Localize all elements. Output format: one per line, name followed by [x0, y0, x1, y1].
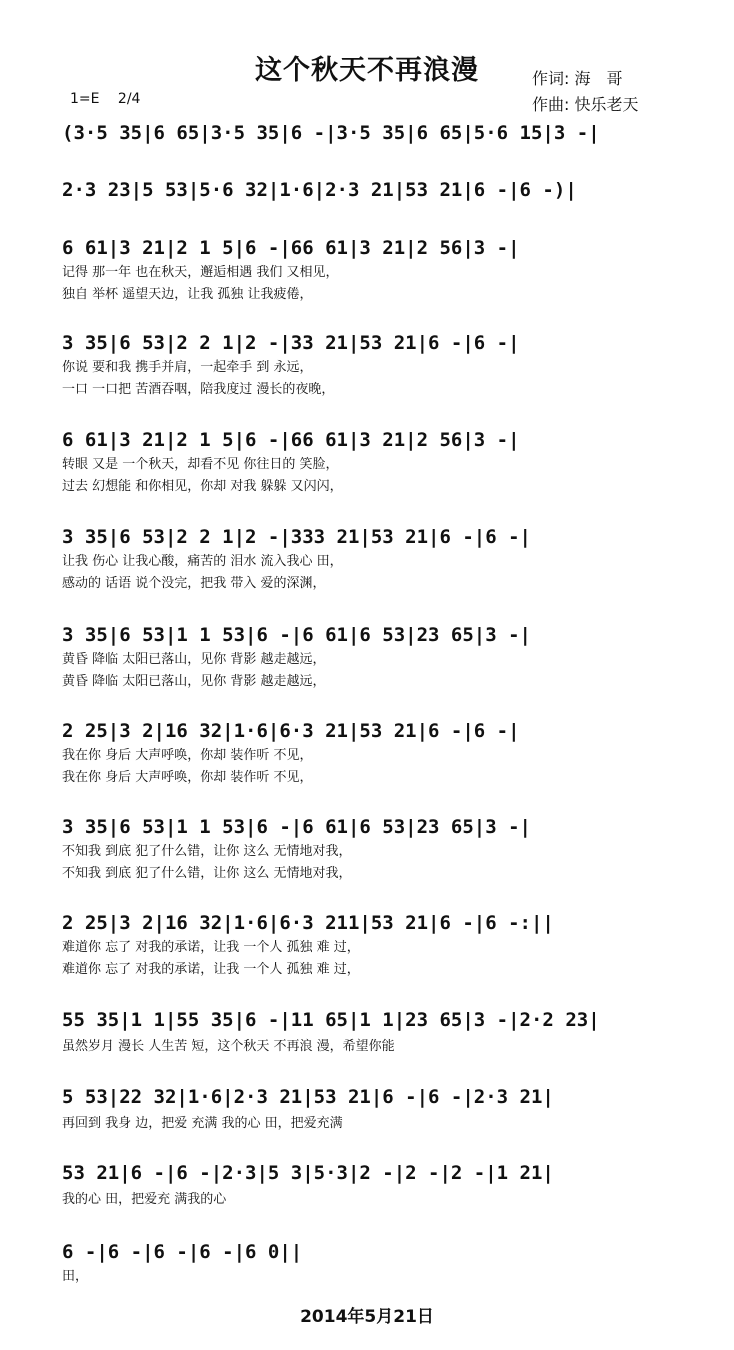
lyric-line: 不知我 到底 犯了什么错，让你 这么 无情地对我，: [62, 866, 352, 881]
notation-row: 3 35|6 53|2 2 1|2 -|333 21|53 21|6 -|6 -|: [62, 526, 531, 548]
notation-row: 3 35|6 53|1 1 53|6 -|6 61|6 53|23 65|3 -|: [62, 816, 531, 838]
song-title: 这个秋天不再浪漫: [255, 55, 479, 86]
notation-row: (3·5 35|6 65|3·5 35|6 -|3·5 35|6 65|5·6 15|3 -|: [62, 122, 600, 144]
lyric-line: 记得 那一年 也在秋天，邂逅相遇 我们 又相见，: [62, 265, 339, 280]
notation-row: 3 35|6 53|1 1 53|6 -|6 61|6 53|23 65|3 -|: [62, 624, 531, 646]
notation-row: 2·3 23|5 53|5·6 32|1·6|2·3 21|53 21|6 -|6 -)|: [62, 179, 577, 201]
lyric-line: 独自 举杯 遥望天边，让我 孤独 让我疲倦，: [62, 287, 313, 302]
notation-row: 3 35|6 53|2 2 1|2 -|33 21|53 21|6 -|6 -|: [62, 332, 520, 354]
lyric-line: 田，: [62, 1269, 89, 1284]
lyric-line: 感动的 话语 说个没完，把我 带入 爱的深渊，: [62, 576, 326, 591]
lyric-line: 虽然岁月 漫长 人生苦 短，这个秋天 不再浪 漫，希望你能: [62, 1039, 395, 1054]
lyricist-credit: 作词: 海 哥: [532, 69, 623, 88]
notation-row: 2 25|3 2|16 32|1·6|6·3 211|53 21|6 -|6 -:||: [62, 912, 554, 934]
lyric-line: 难道你 忘了 对我的承诺，让我 一个人 孤独 难 过，: [62, 962, 360, 977]
lyric-line: 我的心 田，把爱充 满我的心: [62, 1192, 227, 1207]
lyric-line: 你说 要和我 携手并肩，一起牵手 到 永远，: [62, 360, 313, 375]
lyric-line: 难道你 忘了 对我的承诺，让我 一个人 孤独 难 过，: [62, 940, 360, 955]
lyric-line: 我在你 身后 大声呼唤，你却 装作听 不见，: [62, 748, 313, 763]
lyric-line: 过去 幻想能 和你相见，你却 对我 躲躲 又闪闪，: [62, 479, 343, 494]
lyric-line: 转眼 又是 一个秋天，却看不见 你往日的 笑脸，: [62, 457, 339, 472]
notation-row: 55 35|1 1|55 35|6 -|11 65|1 1|23 65|3 -|2·2 23|: [62, 1009, 600, 1031]
notation-row: 6 61|3 21|2 1 5|6 -|66 61|3 21|2 56|3 -|: [62, 237, 520, 259]
notation-row: 6 -|6 -|6 -|6 -|6 0||: [62, 1241, 303, 1263]
lyric-line: 再回到 我身 边，把爱 充满 我的心 田，把爱充满: [62, 1116, 343, 1131]
lyric-line: 黄昏 降临 太阳已落山，见你 背影 越走越远，: [62, 652, 326, 667]
lyric-line: 黄昏 降临 太阳已落山，见你 背影 越走越远，: [62, 674, 326, 689]
composer-credit: 作曲: 快乐老天: [532, 95, 639, 114]
lyric-line: 不知我 到底 犯了什么错，让你 这么 无情地对我，: [62, 844, 352, 859]
lyric-line: 让我 伤心 让我心酸，痛苦的 泪水 流入我心 田，: [62, 554, 343, 569]
notation-row: 53 21|6 -|6 -|2·3|5 3|5·3|2 -|2 -|2 -|1 21|: [62, 1162, 554, 1184]
notation-row: 6 61|3 21|2 1 5|6 -|66 61|3 21|2 56|3 -|: [62, 429, 520, 451]
lyric-line: 我在你 身后 大声呼唤，你却 装作听 不见，: [62, 770, 313, 785]
footer-date: 2014年5月21日: [300, 1307, 434, 1327]
lyric-line: 一口 一口把 苦酒吞咽，陪我度过 漫长的夜晚，: [62, 382, 335, 397]
notation-row: 5 53|22 32|1·6|2·3 21|53 21|6 -|6 -|2·3 21|: [62, 1086, 554, 1108]
notation-row: 2 25|3 2|16 32|1·6|6·3 21|53 21|6 -|6 -|: [62, 720, 520, 742]
key-time-signature: 1=E 2/4: [70, 91, 141, 107]
